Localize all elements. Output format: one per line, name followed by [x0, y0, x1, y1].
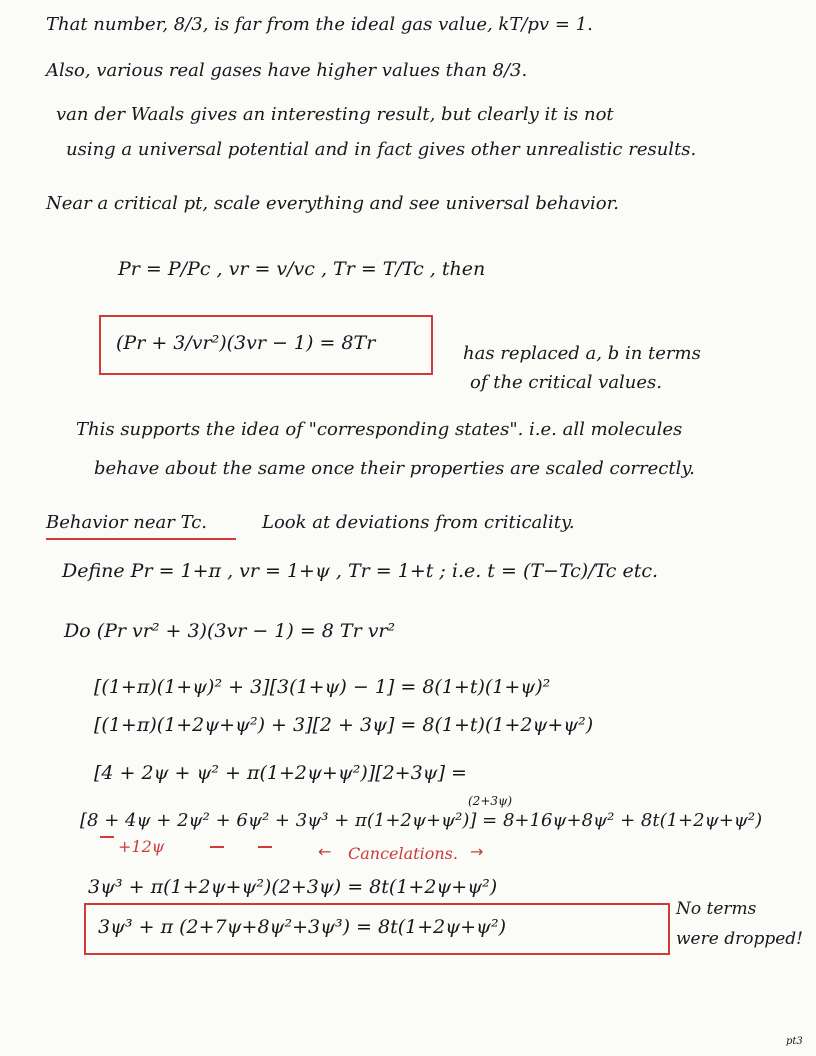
line-universal-potential: using a universal potential and in fact gives other unrealistic results. [66, 139, 697, 160]
line-van-der-waals: van der Waals gives an interesting result, but clearly it is not [56, 104, 614, 125]
final-equation: 3ψ³ + π (2+7ψ+8ψ²+3ψ³) = 8t(1+2ψ+ψ²) [98, 916, 506, 938]
heading-underline [46, 538, 236, 540]
no-terms-note-2: were dropped! [676, 929, 803, 949]
line-behave-same: behave about the same once their properties are scaled correctly. [94, 458, 695, 479]
annotation-plus-12psi: +12ψ [118, 837, 165, 856]
line-do: Do (Pr vr² + 3)(3vr − 1) = 8 Tr vr² [64, 620, 396, 642]
arrow-right-icon: → [470, 842, 484, 861]
side-note-2: of the critical values. [470, 372, 663, 393]
line-deviations: Look at deviations from criticality. [262, 512, 575, 533]
behavior-heading: Behavior near Tc. [46, 512, 208, 533]
cancel-mark-1 [100, 836, 114, 838]
line-define: Define Pr = 1+π , vr = 1+ψ , Tr = 1+t ; i.e. t = (T−Tc)/Tc etc. [62, 560, 659, 582]
line-reduced-variables: Pr = P/Pc , vr = v/vc , Tr = T/Tc , then [118, 258, 486, 280]
cancel-mark-3 [258, 846, 272, 848]
line-ideal-gas: That number, 8/3, is far from the ideal gas value, kT/pv = 1. [46, 14, 593, 35]
page-number: pt3 [786, 1036, 803, 1047]
annotation-cancelations: Cancelations. [348, 844, 458, 863]
line-expand-3: [4 + 2ψ + ψ² + π(1+2ψ+ψ²)][2+3ψ] = [94, 762, 467, 784]
line-expand-4: [8 + 4ψ + 2ψ² + 6ψ² + 3ψ³ + π(1+2ψ+ψ²)] = 8+16ψ+8ψ² + 8t(1+2ψ+ψ²) [80, 810, 763, 831]
line-critical-point: Near a critical pt, scale everything and see universal behavior. [46, 193, 619, 214]
boxed-equation: (Pr + 3/vr²)(3vr − 1) = 8Tr [116, 332, 376, 354]
cancel-mark-2 [210, 846, 224, 848]
side-note-1: has replaced a, b in terms [463, 343, 701, 364]
line-corresponding-states: This supports the idea of "corresponding states". i.e. all molecules [76, 419, 683, 440]
line-expand-2: [(1+π)(1+2ψ+ψ²) + 3][2 + 3ψ] = 8(1+t)(1+2ψ+ψ²) [94, 714, 594, 736]
line-expand-1: [(1+π)(1+ψ)² + 3][3(1+ψ) − 1] = 8(1+t)(1+ψ)² [94, 676, 551, 698]
line-real-gases: Also, various real gases have higher values than 8/3. [46, 60, 528, 81]
no-terms-note-1: No terms [676, 899, 757, 919]
annotation-factor: (2+3ψ) [468, 794, 513, 808]
arrow-left-icon: ← [318, 842, 332, 861]
line-result: 3ψ³ + π(1+2ψ+ψ²)(2+3ψ) = 8t(1+2ψ+ψ²) [88, 876, 498, 898]
